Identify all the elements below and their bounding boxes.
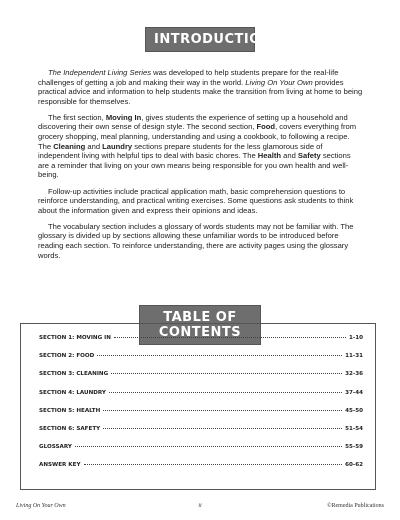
toc-leader [84, 464, 343, 465]
book-title: Living On Your Own [245, 77, 313, 87]
intro-paragraph-2 [38, 113, 363, 180]
table-of-contents-heading: TABLE OF CONTENTS [139, 305, 261, 345]
term-cleaning: Cleaning [53, 141, 86, 151]
toc-leader [75, 446, 342, 447]
intro-p2-text-5: sections prepare students for the less glamorous side of independent living with helpful tips to deal with basic chores. The [38, 141, 323, 161]
toc-entry-moving-in [39, 335, 363, 353]
intro-paragraph-3: Follow-up activities include practical application math, basic comprehension questions to reinforce understanding, and practical writing exercises. Some questions ask students to think about the information given and express their opinions and ideas. [38, 186, 354, 215]
introduction-heading: INTRODUCTION [145, 27, 255, 52]
toc-entry-safety [39, 426, 363, 444]
introduction-body [38, 68, 363, 267]
term-health: Health [257, 151, 282, 161]
toc-entry-pages: 60-62 [345, 462, 363, 469]
intro-p1-text-2: provides practical advice and information to help students make the transition from living at home to being responsible for themselves. [38, 77, 363, 106]
toc-entry-pages: 51-54 [345, 425, 363, 432]
toc-leader [97, 355, 342, 356]
toc-entry-pages: 55-59 [345, 444, 363, 451]
toc-entry-health [39, 408, 363, 426]
footer-publisher: ©Remedia Publications [326, 503, 384, 509]
series-title: The Independent Living Series [48, 68, 152, 77]
intro-p2-text-2: , gives students the experience of setting up a household and discovering their own sense of design style. The second section, [38, 112, 348, 132]
toc-leader [111, 373, 342, 374]
toc-entry-label: SECTION 5: HEALTH [39, 407, 101, 414]
footer-book-title: Living On Your Own [16, 503, 66, 509]
intro-paragraph-1 [38, 68, 363, 106]
toc-entry-label: SECTION 6: SAFETY [39, 425, 101, 432]
intro-p2-text-6: and [281, 151, 298, 161]
table-of-contents-box [20, 323, 376, 490]
toc-leader [114, 337, 346, 338]
toc-entry-label: ANSWER KEY [39, 462, 81, 469]
toc-leader [103, 410, 342, 411]
toc-entry-label: SECTION 4: LAUNDRY [39, 389, 106, 396]
intro-p2-text-3: , covers everything from grocery shopping, meal planning, understanding and using a cookbook, to following a recipe. The [38, 122, 357, 151]
term-laundry: Laundry [102, 141, 133, 151]
toc-entry-label: SECTION 3: CLEANING [39, 371, 109, 378]
toc-entry-label: SECTION 2: FOOD [39, 353, 95, 360]
toc-entry-pages: 11-31 [345, 353, 363, 360]
toc-list [39, 335, 363, 481]
toc-entry-answer-key [39, 462, 363, 480]
term-moving-in: Moving In [105, 112, 142, 122]
intro-p2-text-1: The first section, [48, 112, 106, 122]
footer-page-number: ii [198, 503, 202, 509]
intro-p2-text-4: and [85, 141, 103, 151]
toc-entry-food [39, 353, 363, 371]
term-safety: Safety [297, 151, 321, 161]
toc-entry-pages: 32-36 [345, 371, 363, 378]
intro-p2-text-7: sections are a reminder that living on your own means being responsible for you own health and well-being. [38, 151, 351, 180]
intro-p1-text-1: was developed to help students prepare for the real-life challenges of getting a job and making their way in the world. [38, 68, 339, 87]
toc-entry-pages: 37-44 [345, 389, 363, 396]
intro-paragraph-4: The vocabulary section includes a glossary of words students may not be familiar with. The glossary is divided up by sections allowing these unfamiliar words to be introduced before reading each section. To reinforce understanding, there are activity pages using the glossary words. [38, 221, 354, 260]
toc-entry-label: SECTION 1: MOVING IN [39, 335, 111, 341]
toc-entry-pages: 45-50 [345, 407, 363, 414]
toc-leader [109, 392, 342, 393]
toc-entry-laundry [39, 390, 363, 408]
toc-entry-glossary [39, 444, 363, 462]
toc-entry-cleaning [39, 371, 363, 389]
toc-entry-pages: 1-10 [349, 335, 363, 341]
term-food: Food [256, 122, 276, 132]
toc-entry-label: GLOSSARY [39, 444, 72, 451]
toc-leader [103, 428, 342, 429]
